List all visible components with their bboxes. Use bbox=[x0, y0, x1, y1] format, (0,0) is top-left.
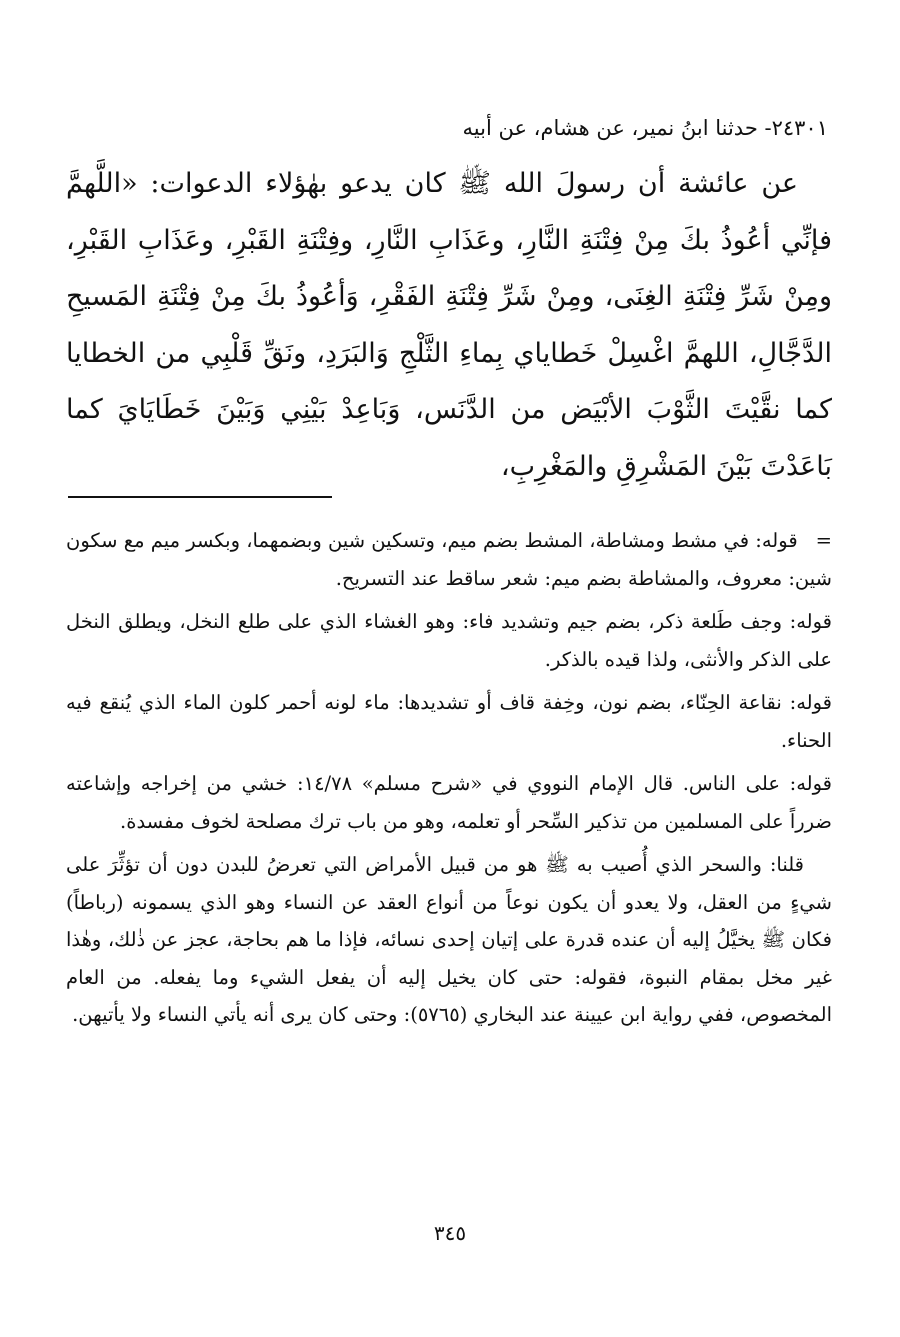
page-number: ٣٤٥ bbox=[433, 1221, 467, 1245]
footnote-separator bbox=[68, 496, 332, 498]
footnote-paragraph: قوله: على الناس. قال الإمام النووي في «شرح مسلم» ١٤/٧٨: خشي من إخراجه وإشاعته ضرراً على المسلمين من تذكير السِّحر أو تعلمه، وهو من باب ترك مصلحة لخوف مفسدة. bbox=[66, 772, 833, 833]
footnote-paragraph: قلنا: والسحر الذي أُصيب به ﷺ هو من قبيل الأمراض التي تعرضُ للبدن دون أن تؤثِّرَ على شيءٍ من العقل، ولا يعدو أن يكون نوعاً من أنواع العقد عن النساء وهو الذي يسمونه (رباطاً) فكان ﷺ يخيَّلُ إليه أن عنده قدرة على إتيان إحدى نسائه، فإذا ما هم بحاجة، عجز عن ذٰلك، وهٰذا غير مخل بمقام النبوة، فقوله: حتى كان يخيل إليه أن يفعل الشيء وما يفعله. من العام المخصوص، ففي رواية ابن عيينة عند البخاري (٥٧٦٥): وحتى كان يرى أنه يأتي النساء ولا يأتيهن. bbox=[66, 853, 832, 1026]
footnote-paragraph bbox=[66, 522, 832, 597]
hadith-body: عن عائشة أن رسولَ الله ﷺ كان يدعو بهٰؤلاء الدعوات: «اللَّهمَّ فإنِّي أعُوذُ بكَ مِنْ فِتْنَةِ النَّارِ، وعَذَابِ النَّارِ، وفِتْنَةِ القَبْرِ، وعَذَابِ القَبْرِ، ومِنْ شَرِّ فِتْنَةِ الغِنَى، ومِنْ شَرِّ فِتْنَةِ الفَقْرِ، وَأعُوذُ بكَ مِنْ فِتْنَةِ المَسيحِ الدَّجَّالِ، اللهمَّ اغْسِلْ خَطاياي بِماءِ الثَّلْجِ وَالبَرَدِ، ونَقِّ قَلْبِي من الخطايا كما نقَّيْتَ الثَّوْبَ الأبْيَض من الدَّنَس، وَبَاعِدْ بَيْنِي وَبَيْنَ خَطَايَايَ كما بَاعَدْتَ بَيْنَ المَشْرِقِ والمَغْرِبِ، bbox=[66, 168, 832, 482]
footnote-paragraph: قوله: نقاعة الحِنّاء، بضم نون، وخِفة قاف أو تشديدها: ماء لونه أحمر كلون الماء الذي يُنقع فيه الحناء. bbox=[66, 691, 832, 752]
footnote-paragraph: قوله: وجف طَلعة ذكر، بضم جيم وتشديد فاء: وهو الغشاء الذي على طلع النخل، ويطلق النخل على الذكر والأنثى، ولذا قيده بالذكر. bbox=[66, 610, 832, 671]
footnotes bbox=[66, 522, 832, 1040]
continuation-mark: = bbox=[815, 529, 832, 552]
hadith-header: ٢٤٣٠١- حدثنا ابنُ نمير، عن هشام، عن أبيه bbox=[462, 116, 828, 140]
hadith-text bbox=[66, 156, 832, 495]
hadith-section bbox=[66, 108, 832, 495]
footnote-text: قوله: في مشط ومشاطة، المشط بضم ميم، وتسكين شين وبضمهما، وبكسر ميم مع سكون شين: معروف، والمشاطة بضم ميم: شعر ساقط عند التسريح. bbox=[66, 529, 832, 590]
